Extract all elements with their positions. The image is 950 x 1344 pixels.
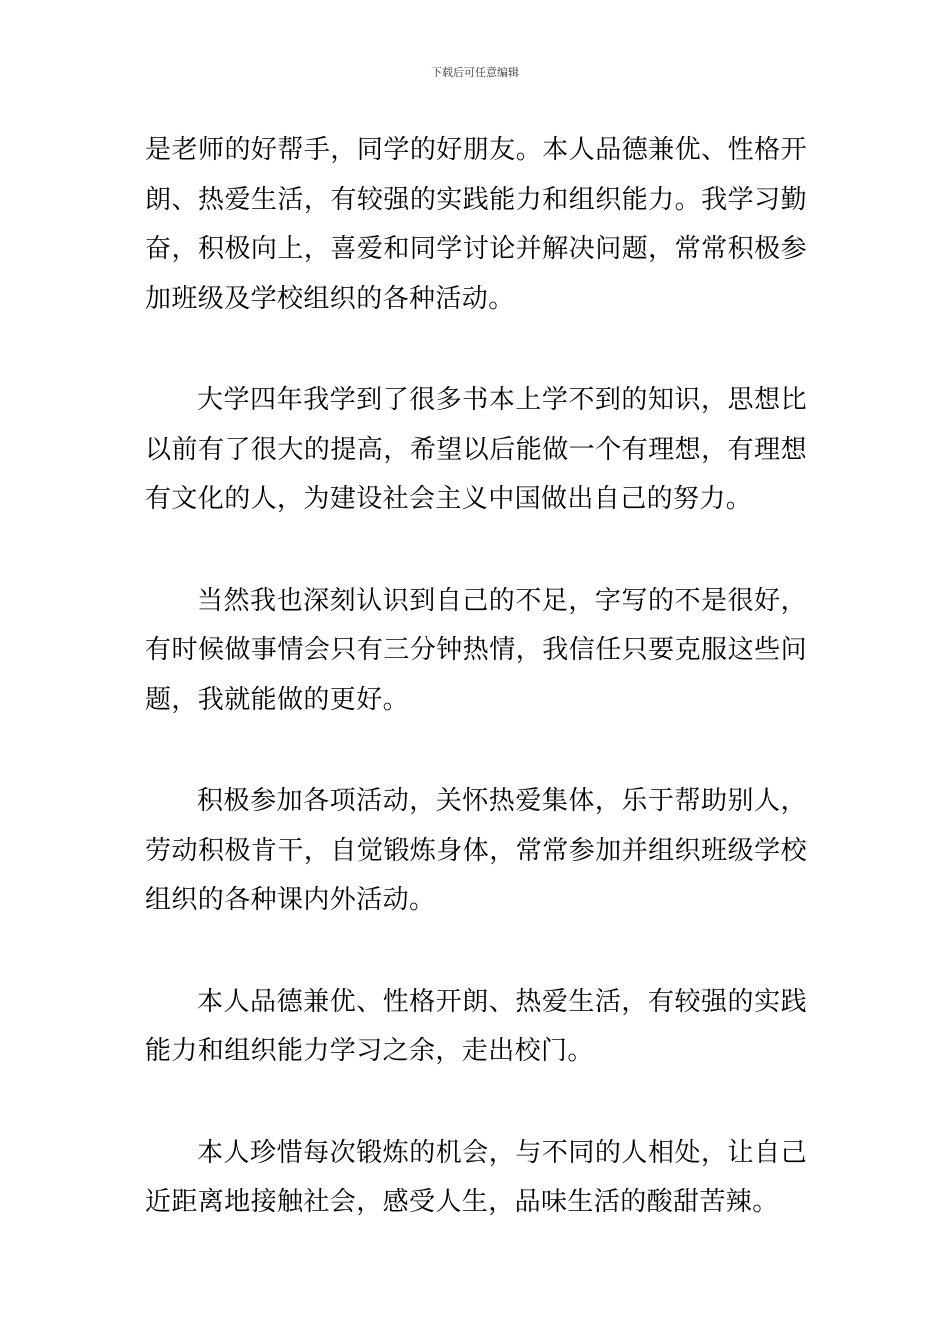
header-note: 下载后可任意编辑 bbox=[431, 66, 519, 79]
paragraph-3: 当然我也深刻认识到自己的不足，字写的不是很好，有时候做事情会只有三分钟热情，我信任只要克服这些问题，我就能做的更好。 bbox=[145, 585, 807, 715]
document-body bbox=[145, 126, 807, 1228]
paragraph-6: 本人珍惜每次锻炼的机会，与不同的人相处，让自己近距离地接触社会，感受人生，品味生活的酸甜苦辣。 bbox=[145, 1137, 807, 1217]
paragraph-4: 积极参加各项活动，关怀热爱集体，乐于帮助别人，劳动积极肯干，自觉锻炼身体，常常参加并组织班级学校组织的各种课内外活动。 bbox=[145, 786, 807, 915]
paragraph-1: 是老师的好帮手，同学的好朋友。本人品德兼优、性格开朗、热爱生活，有较强的实践能力和组织能力。我学习勤奋，积极向上，喜爱和同学讨论并解决问题，常常积极参加班级及学校组织的各种活动。 bbox=[145, 135, 807, 314]
paragraph-5: 本人品德兼优、性格开朗、热爱生活，有较强的实践能力和组织能力学习之余，走出校门。 bbox=[145, 986, 807, 1066]
paragraph-2: 大学四年我学到了很多书本上学不到的知识，思想比以前有了很大的提高，希望以后能做一个有理想，有理想有文化的人，为建设社会主义中国做出自己的努力。 bbox=[145, 385, 807, 514]
